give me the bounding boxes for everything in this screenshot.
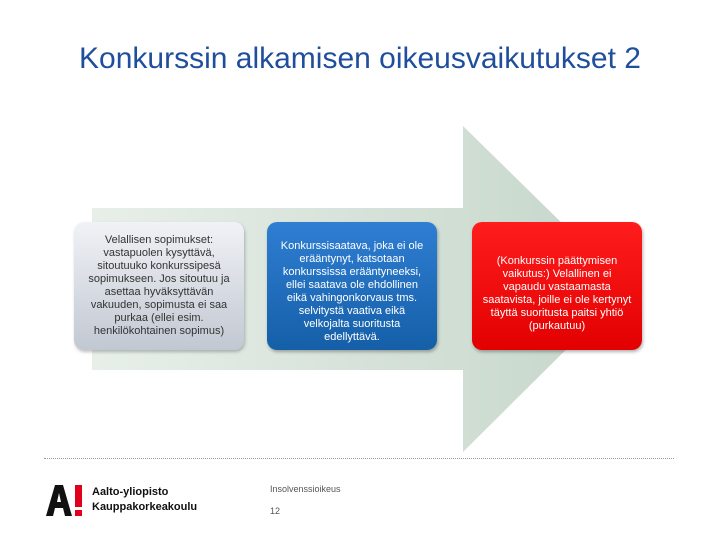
process-box-claims <box>267 222 437 350</box>
footer-divider <box>44 458 674 459</box>
aalto-logo-icon <box>44 482 84 518</box>
slide-title: Konkurssin alkamisen oikeusvaikutukset 2 <box>79 42 641 75</box>
process-box-text: Velallisen sopimukset: vastapuolen kysyttävä, sitoutuuko konkurssipesä sopimukseen. Jos sitoutuu ja asettaa hyväksyttävän vakuuden, sopimusta ei saa purkaa (ellei esim. henkilökohtainen sopimus) <box>88 234 230 337</box>
process-box-contracts <box>74 222 244 350</box>
logo-school-name: Kauppakorkeakoulu <box>92 501 198 513</box>
logo-university-name: Aalto-yliopisto <box>92 486 169 498</box>
process-box-text: (Konkurssin päättymisen vaikutus:) Velallinen ei vapaudu vastaamasta saatavista, joille ei ole kertynyt täyttä suoritusta paitsi yhtiö (purkautuu) <box>482 255 632 332</box>
page-number: 12 <box>270 506 281 516</box>
process-box-text: Konkurssisaatava, joka ei ole erääntynyt, katsotaan konkurssissa erääntyneeksi, ellei saatava ole ehdollinen eikä vahingonkorvaus tms. selvitystä vaativa eikä velkojalta suoritusta edellyttävä. <box>280 240 424 343</box>
process-box-end-effects <box>472 222 642 350</box>
footer-course-name: Insolvenssioikeus <box>270 484 341 494</box>
